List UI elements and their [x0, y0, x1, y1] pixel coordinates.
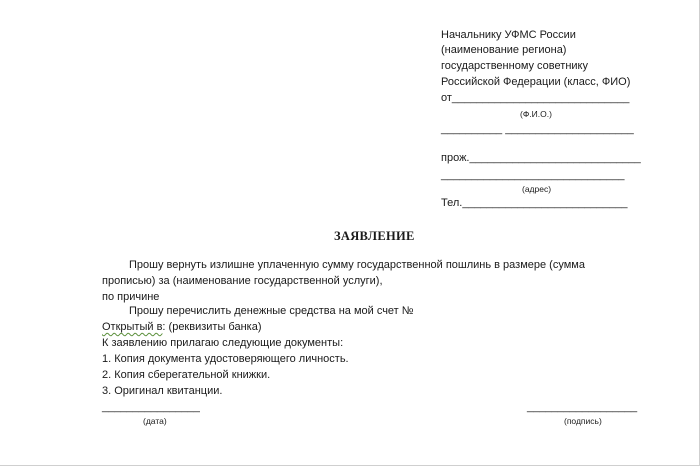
phone-field: Тел.___________________________: [441, 197, 628, 209]
residence-field-2: ______________________________: [441, 169, 625, 181]
paragraph-1-line-2: прописью) за (наименование государственной услуги),: [102, 275, 383, 287]
date-line: ________________: [102, 401, 200, 413]
attachments-intro: К заявлению прилагаю следующие документы:: [102, 337, 344, 349]
signature-hint: (подпись): [564, 416, 602, 426]
paragraph-2: Прошу перечислить денежные средства на мой счет №: [129, 305, 414, 317]
attachment-item-2: 2. Копия сберегательной книжки.: [102, 369, 271, 381]
document-title: ЗАЯВЛЕНИЕ: [334, 229, 415, 243]
paragraph-1-line-1: Прошу вернуть излишне уплаченную сумму государственной пошлинь в размере (сумма: [129, 259, 585, 271]
fio-hint: (Ф.И.О.): [520, 109, 552, 119]
bank-line: [102, 322, 262, 333]
address-hint: (адрес): [522, 184, 552, 194]
addressee-line-4: Российской Федерации (класс, ФИО): [441, 76, 631, 88]
addressee-line-2: (наименование региона): [441, 44, 567, 56]
from-field: от_____________________________: [441, 92, 630, 104]
bank-value: : (реквизиты банка): [162, 321, 262, 333]
date-hint: (дата): [143, 416, 167, 426]
passport-field: __________ _____________________: [441, 123, 634, 135]
addressee-line-3: государственному советнику: [441, 60, 588, 72]
residence-field: прож.____________________________: [441, 152, 641, 164]
signature-line: __________________: [527, 401, 638, 413]
attachment-item-1: 1. Копия документа удостоверяющего личность.: [102, 353, 349, 365]
attachment-item-3: 3. Оригинал квитанции.: [102, 385, 223, 397]
reason-line: по причине: [102, 291, 160, 303]
addressee-line-1: Начальнику УФМС России: [441, 29, 576, 41]
bank-label: Открытый в: [102, 321, 163, 333]
